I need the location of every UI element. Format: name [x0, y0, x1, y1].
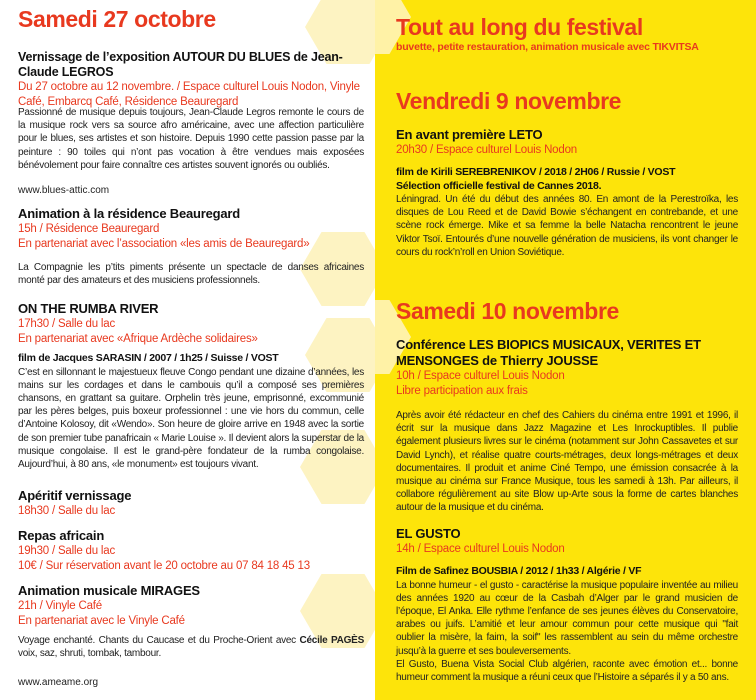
event-title: ON THE RUMBA RIVER: [18, 301, 159, 316]
event-title: Animation musicale MIRAGES: [18, 583, 200, 598]
event-description: Voyage enchanté. Chants du Caucase et du Proche-Orient avec Cécile PAGÈS voix, saz, shruti, tombak, tambour.: [18, 635, 365, 660]
day-heading-samedi-10: Samedi 10 novembre: [396, 298, 619, 324]
event-title: Conférence LES BIOPICS MUSICAUX, VERITES ET MENSONGES de Thierry JOUSSE: [396, 337, 701, 368]
event-title: Apéritif vernissage: [18, 488, 132, 503]
event-description: Léningrad. Un été du début des années 80. En amont de la Perestroïka, les disques de Lou Reed et de David Bowie s’échangent en contrebande, et une scène rock émerge. Mike et sa femme la belle Natacha rencontrent le jeune Viktor Tsoï. Entourés d’une nouvelle génération de musiciens, ils vont changer le cours du rock’n’roll en Union Soviétique.: [396, 194, 738, 258]
film-credits: film de Jacques SARASIN / 2007 / 1h25 / Suisse / VOST: [18, 352, 279, 364]
artist-name: Cécile PAGÈS: [299, 635, 365, 646]
event-info: 18h30 / Salle du lac: [18, 505, 116, 517]
event-partner: En partenariat avec l’association «les amis de Beauregard»: [18, 238, 310, 250]
event-description: La bonne humeur - el gusto - caractérise la musique populaire inventée au milieu des années 1920 au cœur de la Casbah d’Alger par le grand musicien de l’époque, El Anka. Elle rythme l’enfance de ses jeunes élèves du Conservatoire, arabes ou juifs. L’amitié et leur amour commun pour cette musique qui "fait oublier la misère, la faim, la soif" les rassemblent au sein du même orchestre jusqu’à la guerre et ses bouleversements.: [396, 579, 738, 657]
event-info: 14h / Espace culturel Louis Nodon: [396, 543, 565, 555]
day-heading-vendredi-9: Vendredi 9 novembre: [396, 88, 622, 114]
event-title: En avant première LETO: [396, 127, 543, 142]
event-repas: [18, 528, 364, 574]
event-info: 10h / Espace culturel Louis Nodon: [396, 370, 565, 382]
event-info: 19h30 / Salle du lac: [18, 545, 116, 557]
event-title: Repas africain: [18, 528, 105, 543]
event-rumba-river: [18, 301, 364, 471]
event-info: 17h30 / Salle du lac: [18, 318, 116, 330]
film-credits: film de Kirili SEREBRENIKOV / 2018 / 2H06 / Russie / VOST: [396, 166, 676, 178]
event-description: La Compagnie les p’tits piments présente un spectacle de danses africaines monté par des amateurs et des musiciens professionnels.: [18, 262, 364, 287]
mirages-link[interactable]: www.ameame.org: [18, 677, 99, 688]
event-exposition: [18, 50, 364, 110]
event-title: Animation à la résidence Beauregard: [18, 206, 241, 221]
event-price: 10€ / Sur réservation avant le 20 octobre au 07 84 18 45 13: [18, 560, 310, 572]
event-biopics: [396, 337, 738, 515]
event-partner: En partenariat avec «Afrique Ardèche solidaires»: [18, 333, 258, 345]
event-info: Du 27 octobre au 12 novembre. / Espace culturel Louis Nodon, Vinyle Café, Embarcq Café, Résidence Beauregard: [18, 81, 360, 108]
event-aperitif: [18, 488, 364, 519]
event-el-gusto: [396, 526, 738, 684]
festival-header: Tout au long du festival buvette, petite restauration, animation musicale avec TIKVITSA: [396, 14, 738, 55]
expo-description: Passionné de musique depuis toujours, Jean-Claude Legros remonte le cours de la musique rock vers sa source afro américaine, avec une affection particulière pour le blues, ses artistes et son histoire. Depuis 1990 cette passion passe par la peinture : 90 toiles qui n’ont pas vocation à être vendues mais exposées bénévolement pour faire connaître ces artistes souvent ignorés ou oubliés.: [18, 107, 364, 171]
expo-link[interactable]: www.blues-attic.com: [18, 185, 110, 196]
festival-subtitle: buvette, petite restauration, animation musicale avec TIKVITSA: [396, 41, 699, 53]
day-heading-samedi-27: Samedi 27 octobre: [18, 6, 216, 32]
event-mirages: [18, 583, 364, 660]
event-beauregard: [18, 206, 364, 287]
film-selection: Sélection officielle festival de Cannes 2018.: [396, 179, 602, 192]
event-info: 21h / Vinyle Café: [18, 600, 102, 612]
event-info: 20h30 / Espace culturel Louis Nodon: [396, 144, 577, 156]
event-title: Vernissage de l’exposition AUTOUR DU BLUES de Jean-Claude LEGROS: [18, 50, 343, 79]
event-description: C’est en sillonnant le majestueux fleuve Congo pendant une dizaine d’années, les mains sur les cordages et dans le cambouis qu’il a composé ses premières chansons, en grattant sa guitare. Orphelin très jeune, emprisonné, excommunié par les pères belges, puis boxeur professionnel : une vie hors du commun, celle d’Antoine Kolosoy, dit «Wendo». Son heure de gloire arrive en 1948 avec la sortie de son premier tube panafricain « Marie Louise ». Il devient alors la superstar de la musique congolaise. Il est le grand-père fondateur de la rumba congolaise. Aujourd’hui, à 80 ans, «le monument» est toujours vivant.: [18, 366, 364, 470]
event-title: EL GUSTO: [396, 526, 461, 541]
event-price: Libre participation aux frais: [396, 385, 528, 397]
event-description: Après avoir été rédacteur en chef des Cahiers du cinéma entre 1991 et 1996, il écrit sur la musique dans Jazz Magazine et Les Inrockuptibles. Il publie également plusieurs livres sur le cinéma (notamment sur John Cassavetes et sur David Lynch), et réalise quatre courts-métrages, deux longs-métrages et deux documentaires. Il produit et anime Ciné Tempo, une émission consacrée à la musique au cinéma sur France Musique, tous les samedi à 13h. Par ailleurs, il collabore régulièrement au site Blow up-Arte sous la forme de cartes blanches autour de la musique et du cinéma.: [396, 410, 738, 514]
event-description: El Gusto, Buena Vista Social Club algérien, raconte avec émotion et... bonne humeur comment la musique a réuni ceux que l’Histoire a séparés il y a 50 ans.: [396, 658, 738, 683]
event-info: 15h / Résidence Beauregard: [18, 223, 160, 235]
event-partner: En partenariat avec le Vinyle Café: [18, 615, 185, 627]
event-leto: [396, 127, 738, 259]
film-credits: Film de Safinez BOUSBIA / 2012 / 1h33 / Algérie / VF: [396, 565, 642, 577]
